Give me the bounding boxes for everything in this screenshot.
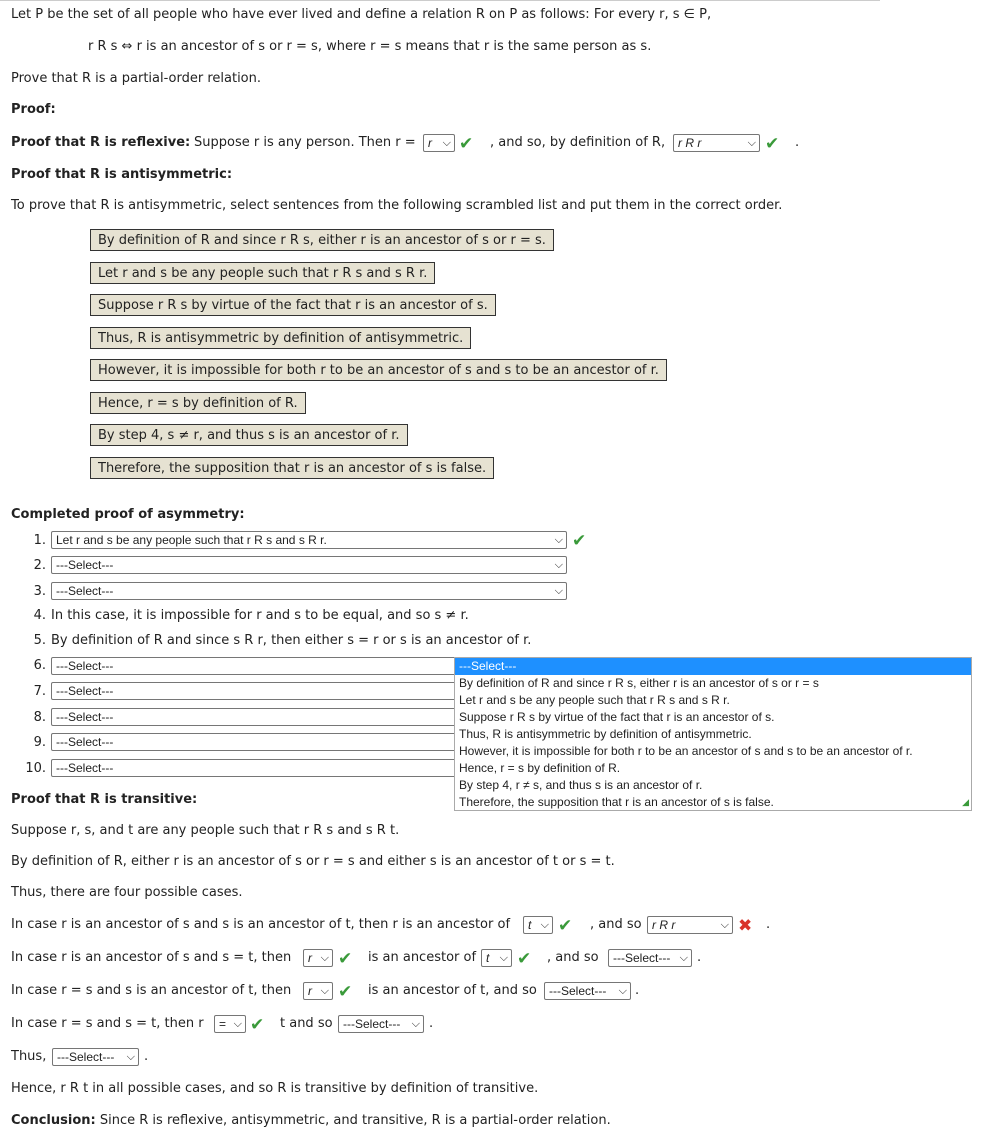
checkmark-icon: ✔ [338, 982, 353, 1002]
step-fixed-text: By definition of R and since s R r, then either s = r or s is an ancestor of r. [51, 633, 532, 648]
conclusion [11, 1113, 611, 1128]
case4-text-1: In case r = s and s = t, then r [11, 1016, 204, 1031]
dropdown-option[interactable]: Thus, R is antisymmetric by definition of antisymmetric. [459, 727, 752, 741]
top-divider [0, 0, 880, 1]
chevron-down-icon: ⌵ [499, 952, 508, 964]
chevron-down-icon: ⌵ [747, 137, 756, 149]
case1-text-1: In case r is an ancestor of s and s is an ancestor of t, then r is an ancestor of [11, 917, 511, 932]
scrambled-sentence[interactable]: By definition of R and since r R s, either r is an ancestor of s or r = s. [90, 229, 554, 251]
cross-icon: ✖ [738, 916, 753, 936]
antisymmetric-heading: Proof that R is antisymmetric: [11, 167, 233, 182]
dropdown-option[interactable]: By definition of R and since r R s, either r is an ancestor of s or r = s [459, 676, 819, 690]
step-select[interactable]: ---Select--- [51, 733, 567, 751]
scrambled-sentence[interactable]: Suppose r R s by virtue of the fact that r is an ancestor of s. [90, 294, 496, 316]
scrambled-sentence[interactable]: Thus, R is antisymmetric by definition of antisymmetric. [90, 327, 471, 349]
thus-select[interactable]: ---Select--- ⌵ [52, 1048, 139, 1066]
dropdown-option[interactable]: ---Select--- [455, 658, 971, 675]
chevron-down-icon: ⌵ [233, 1018, 242, 1030]
case1-end: . [766, 917, 771, 932]
scrambled-sentence[interactable]: Let r and s be any people such that r R s and s R r. [90, 262, 435, 284]
chevron-down-icon: ⌵ [679, 952, 688, 964]
step-number: 10. [25, 761, 46, 776]
step-number: 2. [33, 558, 46, 573]
transitive-heading: Proof that R is transitive: [11, 792, 198, 807]
scrambled-sentence[interactable]: By step 4, s ≠ r, and thus s is an ancestor of r. [90, 424, 408, 446]
checkmark-icon: ✔ [338, 949, 353, 969]
step-fixed-text: In this case, it is impossible for r and s to be equal, and so s ≠ r. [51, 608, 469, 623]
case2-select-3[interactable]: ---Select--- ⌵ [608, 949, 692, 967]
case1-text-2: , and so [590, 917, 642, 932]
case2-text-2: is an ancestor of [368, 950, 477, 965]
step-select[interactable]: ---Select--- [51, 759, 567, 777]
chevron-down-icon: ⌵ [442, 137, 451, 149]
step-select[interactable]: ---Select--- [51, 682, 567, 700]
case3-end: . [635, 983, 640, 998]
case4-end: . [429, 1016, 434, 1031]
chevron-down-icon: ⌵ [540, 919, 549, 931]
case4-select-1[interactable]: = ⌵ [214, 1015, 246, 1033]
proof-label: Proof: [11, 102, 56, 117]
checkmark-icon: ✔ [459, 134, 474, 154]
step-dropdown-list[interactable] [454, 657, 972, 811]
chevron-down-icon: ⌵ [320, 985, 329, 997]
case2-select-1[interactable]: r ⌵ [303, 949, 333, 967]
reflexive-end: . [795, 135, 800, 150]
checkmark-icon: ✔ [558, 916, 573, 936]
chevron-down-icon: ⌵ [126, 1051, 135, 1063]
dropdown-option[interactable]: Let r and s be any people such that r R s and s R r. [459, 693, 730, 707]
scrambled-sentence[interactable]: Hence, r = s by definition of R. [90, 392, 306, 414]
transitive-line-2: By definition of R, either r is an ancestor of s or r = s and either s is an ancestor of t or s = t. [11, 854, 615, 869]
intro-task: Prove that R is a partial-order relation. [11, 71, 262, 86]
chevron-down-icon: ⌵ [618, 985, 627, 997]
reflexive-heading: Proof that R is reflexive: [11, 135, 191, 150]
reflexive-select-2[interactable]: r R r ⌵ [673, 134, 760, 152]
completed-proof-heading: Completed proof of asymmetry: [11, 507, 245, 522]
conclusion-text: Since R is reflexive, antisymmetric, and transitive, R is a partial-order relation. [99, 1113, 611, 1128]
case2-text-3: , and so [547, 950, 599, 965]
scrambled-sentence[interactable]: However, it is impossible for both r to be an ancestor of s and s to be an ancestor of r. [90, 359, 667, 381]
case3-select-1[interactable]: r ⌵ [303, 982, 333, 1000]
case1-select-2[interactable]: r R r ⌵ [647, 916, 733, 934]
transitive-hence: Hence, r R t in all possible cases, and so R is transitive by definition of transitive. [11, 1081, 539, 1096]
checkmark-icon: ✔ [250, 1015, 265, 1035]
transitive-line-1: Suppose r, s, and t are any people such that r R s and s R t. [11, 823, 400, 838]
chevron-down-icon: ⌵ [320, 952, 329, 964]
chevron-down-icon: ⌵ [554, 585, 563, 597]
reflexive-text-1: Suppose r is any person. Then r = [194, 135, 416, 150]
case1-select-1[interactable]: t ⌵ [523, 916, 553, 934]
checkmark-icon: ✔ [517, 949, 532, 969]
dropdown-option[interactable]: By step 4, r ≠ s, and thus s is an ancestor of r. [459, 778, 703, 792]
chevron-down-icon: ⌵ [554, 559, 563, 571]
dropdown-option[interactable]: Therefore, the supposition that r is an ancestor of s is false. [459, 795, 774, 809]
reflexive-select-1[interactable]: r ⌵ [423, 134, 455, 152]
step-select[interactable]: ---Select--- ⌵ [51, 556, 567, 574]
checkmark-icon: ✔ [765, 134, 780, 154]
intro-definition: r R s ⇔ r is an ancestor of s or r = s, where r = s means that r is the same person as s. [88, 39, 652, 54]
antisymmetric-instructions: To prove that R is antisymmetric, select sentences from the following scrambled list and put them in the correct order. [11, 198, 783, 213]
chevron-down-icon: ⌵ [554, 534, 563, 546]
step-number: 9. [33, 735, 46, 750]
intro-line-1: Let P be the set of all people who have ever lived and define a relation R on P as follows: For every r, s ∈ P, [11, 7, 712, 22]
thus-label: Thus, [11, 1049, 47, 1064]
step-number: 3. [33, 584, 46, 599]
case4-text-2: t and so [280, 1016, 333, 1031]
step-select[interactable]: ---Select--- [51, 708, 567, 726]
step-number: 5. [33, 633, 46, 648]
case3-text-2: is an ancestor of t, and so [368, 983, 537, 998]
case3-select-2[interactable]: ---Select--- ⌵ [544, 982, 631, 1000]
step-select[interactable]: ---Select--- ⌵ [51, 582, 567, 600]
step-number: 7. [33, 684, 46, 699]
step-number: 6. [33, 658, 46, 673]
case2-text-1: In case r is an ancestor of s and s = t, then [11, 950, 292, 965]
checkmark-icon: ✔ [572, 531, 587, 551]
case4-select-2[interactable]: ---Select--- ⌵ [338, 1015, 424, 1033]
resize-grip-icon[interactable]: ◢ [962, 797, 969, 807]
dropdown-option[interactable]: However, it is impossible for both r to be an ancestor of s and s to be an ancestor of r. [459, 744, 913, 758]
reflexive-text-2: , and so, by definition of R, [490, 135, 666, 150]
scrambled-sentence[interactable]: Therefore, the supposition that r is an ancestor of s is false. [90, 457, 494, 479]
conclusion-label: Conclusion: [11, 1113, 96, 1128]
case2-select-2[interactable]: t ⌵ [481, 949, 512, 967]
dropdown-option[interactable]: Suppose r R s by virtue of the fact that r is an ancestor of s. [459, 710, 775, 724]
thus-end: . [144, 1049, 149, 1064]
chevron-down-icon: ⌵ [411, 1018, 420, 1030]
case3-text-1: In case r = s and s is an ancestor of t, then [11, 983, 292, 998]
case2-end: . [697, 950, 702, 965]
transitive-line-3: Thus, there are four possible cases. [11, 885, 243, 900]
chevron-down-icon: ⌵ [720, 919, 729, 931]
step-number: 8. [33, 710, 46, 725]
step-number: 1. [33, 533, 46, 548]
dropdown-option[interactable]: Hence, r = s by definition of R. [459, 761, 621, 775]
step-number: 4. [33, 608, 46, 623]
step-select[interactable]: Let r and s be any people such that r R s and s R r. ⌵ [51, 531, 567, 549]
step-select[interactable]: ---Select--- [51, 657, 567, 675]
